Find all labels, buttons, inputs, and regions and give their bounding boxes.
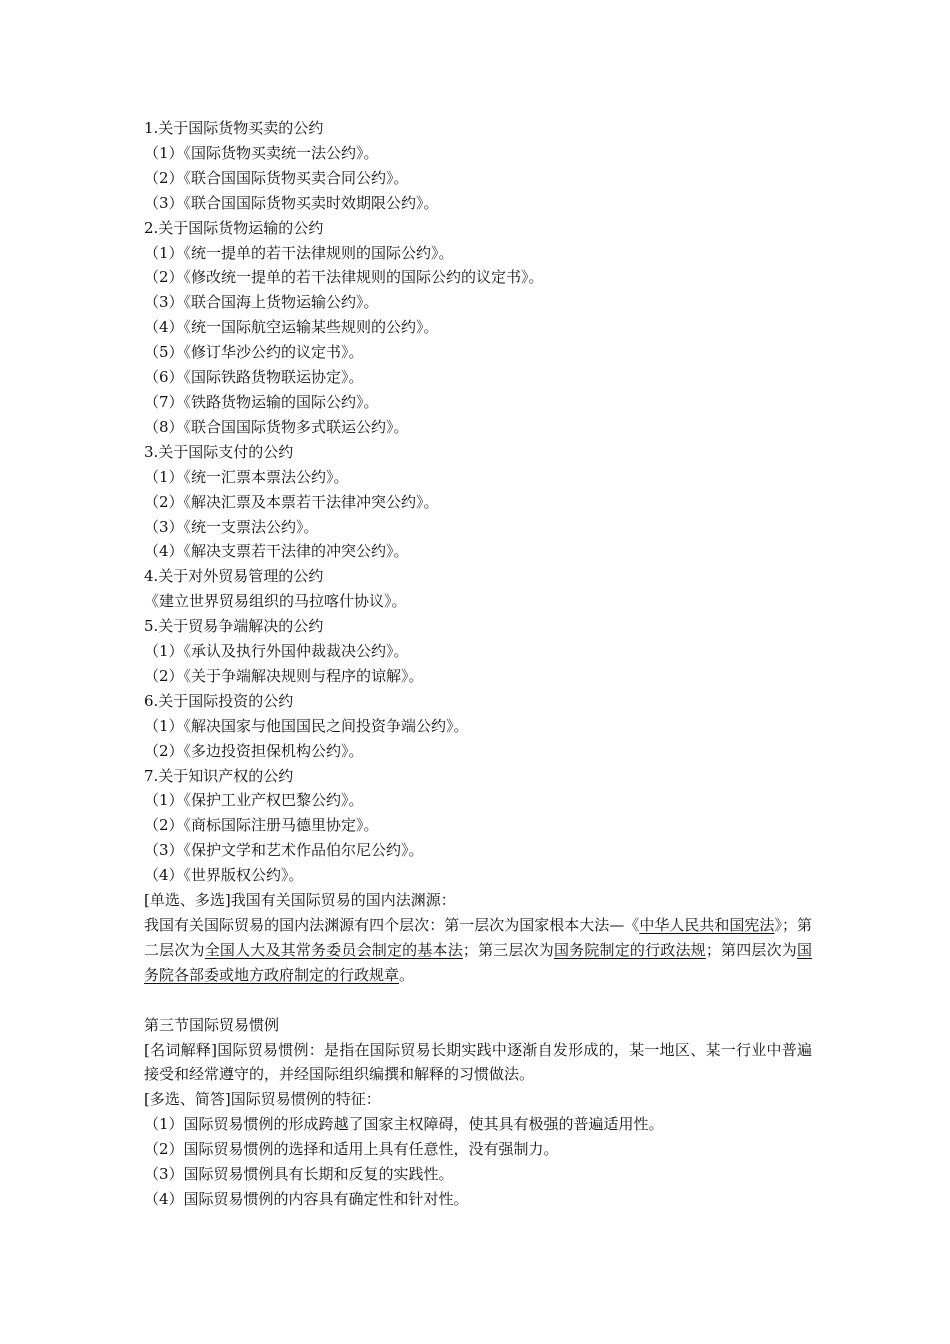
list-item: （2）《多边投资担保机构公约》。 xyxy=(144,741,364,760)
feature-item: （2）国际贸易惯例的选择和适用上具有任意性，没有强制力。 xyxy=(144,1140,559,1159)
list-item: （3）《联合国海上货物运输公约》。 xyxy=(144,293,379,312)
list-item: （1）《统一提单的若干法律规则的国际公约》。 xyxy=(144,243,454,262)
list-item: 7.关于知识产权的公约 xyxy=(144,766,294,785)
list-item: （2）《关于争端解决规则与程序的谅解》。 xyxy=(144,666,424,685)
blank-line xyxy=(144,988,812,1013)
list-item: （6）《国际铁路货物联运协定》。 xyxy=(144,368,364,387)
list-item: （1）《承认及执行外国仲裁裁决公约》。 xyxy=(144,642,409,661)
list-item: 6.关于国际投资的公约 xyxy=(144,691,294,710)
list-item: （2）《商标国际注册马德里协定》。 xyxy=(144,816,379,835)
underlined-term-basic-law: 全国人大及其常务委员会制定的基本法 xyxy=(204,940,463,959)
paragraph-text: ；第四层次为 xyxy=(705,940,797,959)
feature-item: （1）国际贸易惯例的形成跨越了国家主权障碍，使其具有极强的普遍适用性。 xyxy=(144,1115,664,1134)
list-item: （2）《修改统一提单的若干法律规则的国际公约的议定书》。 xyxy=(144,268,544,287)
list-item: （4）《世界版权公约》。 xyxy=(144,866,304,885)
document-body xyxy=(144,116,812,1212)
paragraph-text: 。 xyxy=(399,965,415,984)
list-item: 3.关于国际支付的公约 xyxy=(144,442,294,461)
section-title: 第三节国际贸易惯例 xyxy=(144,1015,280,1034)
list-item: （7）《铁路货物运输的国际公约》。 xyxy=(144,392,379,411)
list-item: 2.关于国际货物运输的公约 xyxy=(144,218,324,237)
list-item: （3）《统一支票法公约》。 xyxy=(144,517,319,536)
list-item: （1）《国际货物买卖统一法公约》。 xyxy=(144,143,379,162)
list-item: （2）《联合国国际货物买卖合同公约》。 xyxy=(144,168,409,187)
underlined-term-administrative-regulations: 国务院制定的行政法规 xyxy=(554,940,706,959)
feature-item: （4）国际贸易惯例的内容具有确定性和针对性。 xyxy=(144,1189,469,1208)
paragraph-text: ；第三层次为 xyxy=(462,940,554,959)
features-list xyxy=(144,1112,812,1212)
list-item: [单选、多选]我国有关国际贸易的国内法渊源： xyxy=(144,891,456,910)
list-item: （1）《统一汇票本票法公约》。 xyxy=(144,467,349,486)
definition-paragraph: [名词解释]国际贸易惯例：是指在国际贸易长期实践中逐渐自发形成的，某一地区、某一行业中普遍接受和经常遵守的，并经国际组织编撰和解释的习惯做法。 xyxy=(144,1040,812,1084)
list-item: 5.关于贸易争端解决的公约 xyxy=(144,617,324,636)
underlined-term-constitution: 中华人民共和国宪法 xyxy=(639,916,775,934)
list-item: 4.关于对外贸易管理的公约 xyxy=(144,567,324,586)
list-item: （5）《修订华沙公约的议定书》。 xyxy=(144,343,364,362)
paragraph-text: 我国有关国际贸易的国内法渊源有四个层次：第一层次为国家根本大法—《 xyxy=(144,916,640,934)
paragraph-text: 》；第二层次为 xyxy=(144,916,812,959)
list-item: 《建立世界贸易组织的马拉喀什协议》。 xyxy=(144,592,407,611)
convention-list xyxy=(144,116,812,913)
underlined-term-administrative-rules: 国务院各部委或地方政府制定的行政规章 xyxy=(144,940,812,984)
list-item: （1）《保护工业产权巴黎公约》。 xyxy=(144,791,364,810)
list-item: 1.关于国际货物买卖的公约 xyxy=(144,119,324,137)
list-item: （1）《解决国家与他国国民之间投资争端公约》。 xyxy=(144,716,469,735)
list-item: （8）《联合国国际货物多式联运公约》。 xyxy=(144,417,409,436)
list-item: （2）《解决汇票及本票若干法律冲突公约》。 xyxy=(144,492,439,511)
feature-item: （3）国际贸易惯例具有长期和反复的实践性。 xyxy=(144,1165,454,1184)
list-item: （4）《解决支票若干法律的冲突公约》。 xyxy=(144,542,409,561)
list-item: （3）《联合国国际货物买卖时效期限公约》。 xyxy=(144,193,439,212)
list-item: （3）《保护文学和艺术作品伯尔尼公约》。 xyxy=(144,841,424,860)
list-item: （4）《统一国际航空运输某些规则的公约》。 xyxy=(144,318,439,337)
domestic-law-sources-paragraph xyxy=(144,913,812,988)
features-heading: [多选、简答]国际贸易惯例的特征： xyxy=(144,1090,381,1109)
